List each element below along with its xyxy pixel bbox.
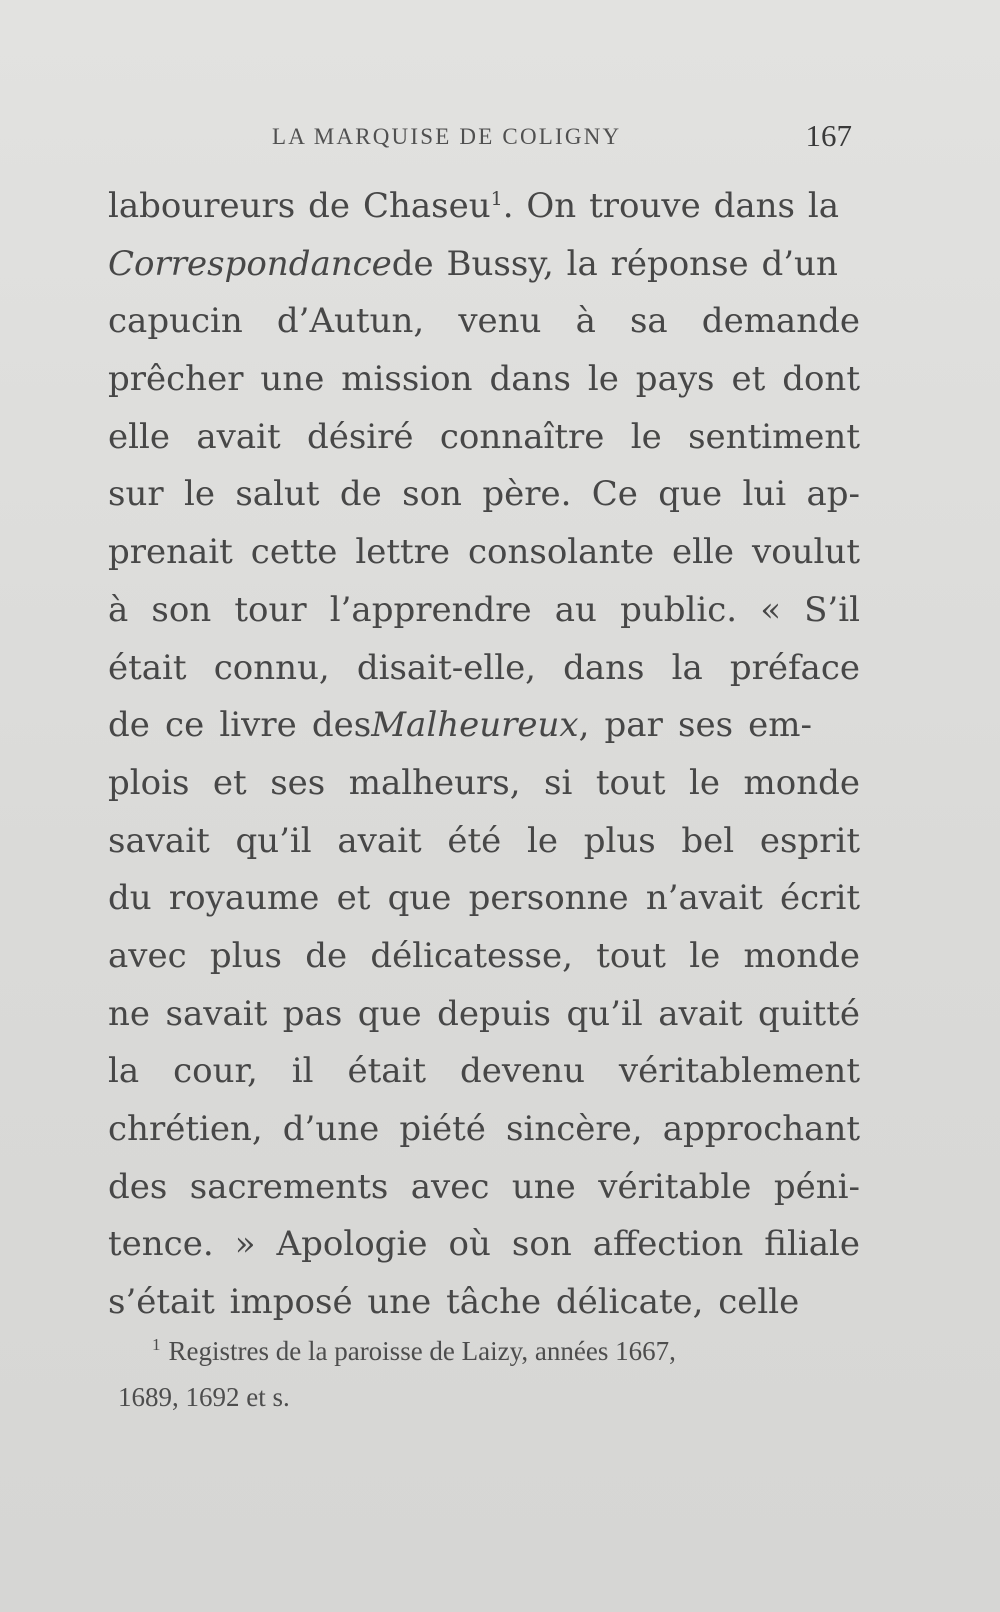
text-line: ne savait pas que depuis qu’il avait quitté xyxy=(108,993,860,1034)
footnote-line: 1689, 1692 et s. xyxy=(118,1382,290,1412)
footnote-text: Registres de la paroisse de Laizy, années 1667, xyxy=(168,1336,676,1366)
text-segment: . On trouve dans la xyxy=(502,186,840,226)
text-line: avec plus de délicatesse, tout le monde xyxy=(108,935,860,976)
text-line: sur le salut de son père. Ce que lui ap- xyxy=(108,474,860,515)
text-line: la cour, il était devenu véritablement xyxy=(108,1051,860,1092)
text-line: plois et ses malheurs, si tout le monde xyxy=(108,762,860,803)
text-line: était connu, disait-elle, dans la préface xyxy=(108,647,860,688)
running-title: LA MARQUISE DE COLIGNY xyxy=(272,124,622,149)
body-text xyxy=(108,178,860,1332)
text-segment: laboureurs de Chaseu xyxy=(108,186,491,226)
italic-title: Correspondance xyxy=(108,243,392,284)
footnote-marker: 1 xyxy=(152,1335,161,1354)
text-line: des sacrements avec une véritable péni- xyxy=(108,1166,860,1207)
text-line: chrétien, d’une piété sincère, approchant xyxy=(108,1109,860,1149)
text-line xyxy=(108,236,860,294)
running-head xyxy=(272,118,852,158)
text-line: laboureurs de Chaseu1. On trouve dans la xyxy=(108,178,860,236)
text-line: capucin d’Autun, venu à sa demande xyxy=(108,301,860,342)
text-segment: de Bussy, la réponse d’un xyxy=(391,243,838,284)
text-line: prenait cette lettre consolante elle voulut xyxy=(108,532,860,573)
text-segment: , par ses em- xyxy=(578,705,813,746)
text-line: prêcher une mission dans le pays et dont xyxy=(108,359,860,400)
page-number: 167 xyxy=(805,118,852,153)
footnote-line xyxy=(118,1328,860,1374)
text-line: à son tour l’apprendre au public. « S’il xyxy=(108,589,860,630)
text-line: s’était imposé une tâche délicate, celle xyxy=(108,1282,800,1323)
text-line: tence. » Apologie où son affection filiale xyxy=(108,1224,860,1265)
text-line xyxy=(108,697,860,755)
text-line: du royaume et que personne n’avait écrit xyxy=(108,878,860,919)
italic-title: Malheureux xyxy=(371,705,579,746)
text-line: elle avait désiré connaître le sentiment xyxy=(108,416,860,457)
footnote xyxy=(118,1328,860,1420)
text-segment: de ce livre des xyxy=(108,705,372,746)
text-line: savait qu’il avait été le plus bel esprit xyxy=(108,820,860,861)
